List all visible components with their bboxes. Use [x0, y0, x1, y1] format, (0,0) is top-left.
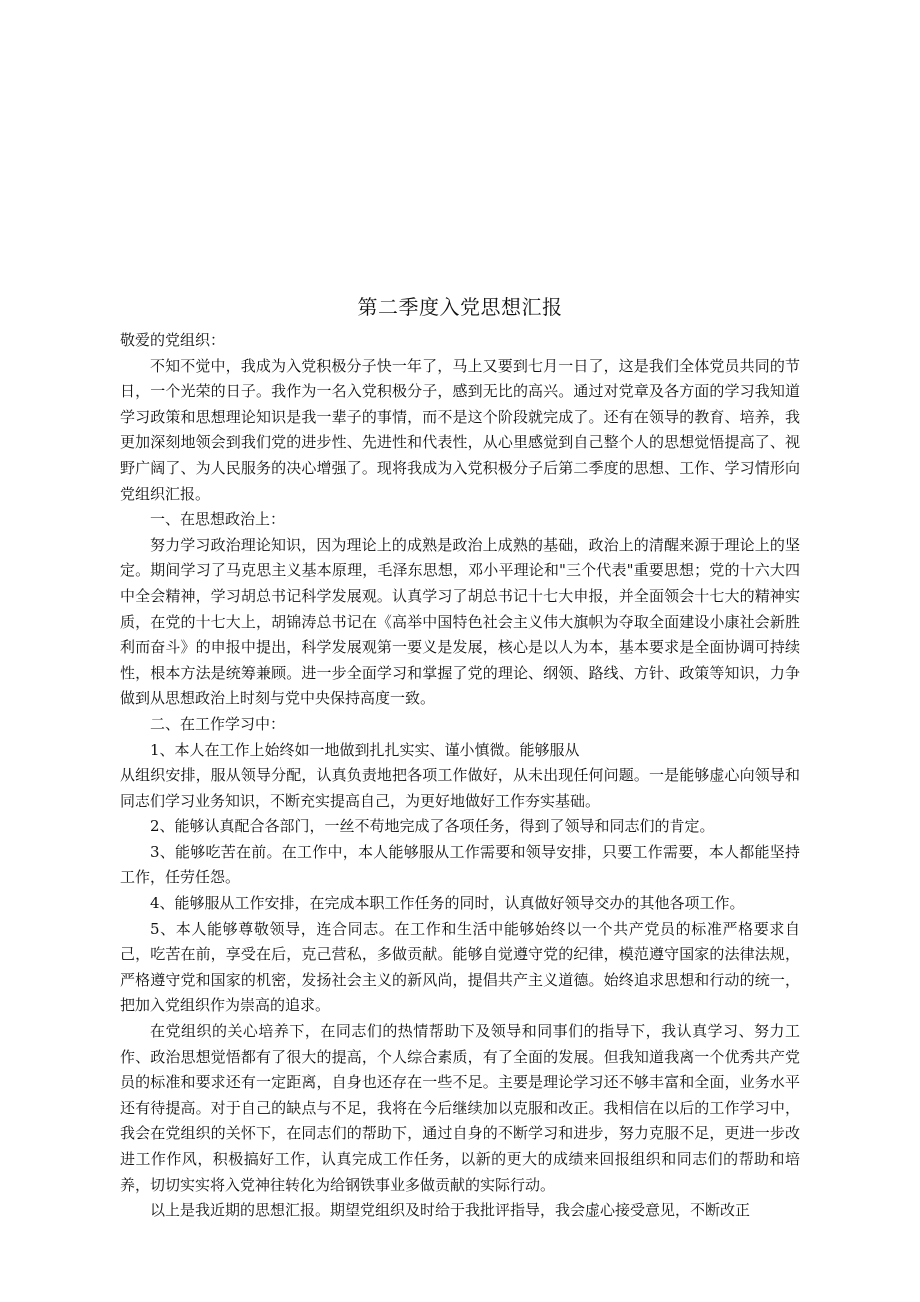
section-heading-work: 二、在工作学习中：	[150, 714, 286, 733]
paragraph-intro: 不知不觉中，我成为入党积极分子快一年了，马上又要到七月一日了，这是我们全体党员共同的节日，一个光荣的日子。我作为一名入党积极分子，感到无比的高兴。通过对党章及各方面的学习我知道学习政策和思想理论知识是我一辈子的事情，而不是这个阶段就完成了。还有在领导的教育、培养，我更加深刻地领会到我们党的进步性、先进性和代表性，从心里感觉到自己整个人的思想觉悟提高了、视野广阔了、为人民服务的决心增强了。现将我成为入党积极分子后第二季度的思想、工作、学习情形向党组织汇报。	[120, 356, 800, 503]
paragraph-work-item-5: 5、本人能够尊敬领导，连合同志。在工作和生活中能够始终以一个共产党员的标准严格要求自己，吃苦在前，享受在后，克己营私，多做贡献。能够自觉遵守党的纪律，模范遵守国家的法律法规，严格遵守党和国家的机密，发扬社会主义的新风尚，提倡共产主义道德。始终追求思想和行动的统一，把加入党组织作为崇高的追求。	[120, 919, 800, 1015]
paragraph-work-item-3: 3、能够吃苦在前。在工作中，本人能够服从工作需要和领导安排，只要工作需要，本人都能坚持工作，任劳任怨。	[120, 842, 800, 887]
paragraph-closing: 以上是我近期的思想汇报。期望党组织及时给于我批评指导，我会虚心接受意见，不断改正	[150, 1201, 751, 1220]
paragraph-work-item-1: 1、本人在工作上始终如一地做到扎扎实实、谨小慎微。能够服从	[150, 740, 580, 759]
paragraph-political: 努力学习政治理论知识，因为理论上的成熟是政治上成熟的基础，政治上的清醒来源于理论上的坚定。期间学习了马克思主义基本原理，毛泽东思想，邓小平理论和"三个代表"重要思想；党的十六大四中全会精神，学习胡总书记科学发展观。认真学习了胡总书记十七大申报，并全面领会十七大的精神实质，在党的十七大上，胡锦涛总书记在《高举中国特色社会主义伟大旗帜为夺取全面建设小康社会新胜利而奋斗》的申报中提出，科学发展观第一要义是发展，核心是以人为本，基本要求是全面协调可持续性，根本方法是统筹兼顾。进一步全面学习和掌握了党的理论、纲领、路线、方针、政策等知识，力争做到从思想政治上时刻与党中央保持高度一致。	[120, 535, 800, 708]
document-title: 第二季度入党思想汇报	[357, 295, 563, 319]
salutation: 敬爱的党组织：	[120, 331, 226, 349]
paragraph-summary: 在党组织的关心培养下，在同志们的热情帮助下及领导和同事们的指导下，我认真学习、努力工作、政治思想觉悟都有了很大的提高，个人综合素质，有了全面的发展。但我知道我离一个优秀共产党员的标准和要求还有一定距离，自身也还存在一些不足。主要是理论学习还不够丰富和全面，业务水平还有待提高。对于自己的缺点与不足，我将在今后继续加以克服和改正。我相信在以后的工作学习中，我会在党组织的关怀下，在同志们的帮助下，通过自身的不断学习和进步，努力克服不足，更进一步改进工作作风，积极搞好工作，认真完成工作任务，以新的更大的成绩来回报组织和同志们的帮助和培养，切切实实将入党神往转化为给钢铁事业多做贡献的实际行动。	[120, 1022, 800, 1194]
section-heading-political: 一、在思想政治上：	[150, 510, 286, 529]
document-page	[120, 290, 800, 1224]
paragraph-work-item-2: 2、能够认真配合各部门，一丝不苟地完成了各项任务，得到了领导和同志们的肯定。	[150, 817, 715, 836]
paragraph-work-item-4: 4、能够服从工作安排，在完成本职工作任务的同时，认真做好领导交办的其他各项工作。	[150, 894, 745, 913]
paragraph-work-item-1-continued: 从组织安排，服从领导分配，认真负责地把各项工作做好，从未出现任何问题。一是能够虚心向领导和同志们学习业务知识，不断充实提高自己，为更好地做好工作夯实基础。	[120, 766, 800, 810]
